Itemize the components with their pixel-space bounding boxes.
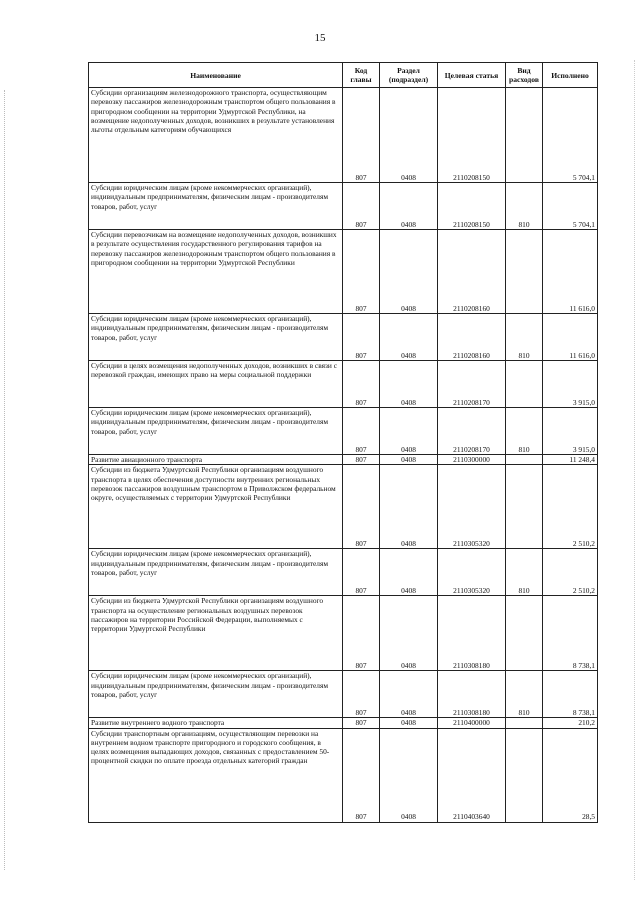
- row-statya: 2110305320: [438, 465, 506, 549]
- row-glava: 807: [343, 549, 380, 596]
- row-vid: 810: [506, 549, 543, 596]
- header-glava: Код главы: [343, 63, 380, 88]
- row-name: Субсидии юридическим лицам (кроме некоммерческих организаций), индивидуальным предпринимателям, физическим лицам - производителям товаров, работ, услуг: [89, 314, 343, 361]
- row-razdel: 0408: [380, 465, 438, 549]
- row-statya: 2110403640: [438, 728, 506, 822]
- row-glava: 807: [343, 361, 380, 408]
- header-vid: Вид расходов: [506, 63, 543, 88]
- row-razdel: 0408: [380, 88, 438, 183]
- row-name: Субсидии в целях возмещения недополученных доходов, возникших в связи с перевозкой граждан, имеющих право на меры социальной поддержки: [89, 361, 343, 408]
- table-row: [89, 718, 598, 728]
- row-statya: 2110308180: [438, 671, 506, 718]
- row-razdel: 0408: [380, 361, 438, 408]
- row-statya: 2110308180: [438, 596, 506, 671]
- table-row: [89, 183, 598, 230]
- budget-table: [88, 62, 598, 823]
- row-vid: [506, 728, 543, 822]
- header-name: Наименование: [89, 63, 343, 88]
- row-name: Развитие авиационного транспорта: [89, 455, 343, 465]
- row-vid: 810: [506, 314, 543, 361]
- row-vid: 810: [506, 408, 543, 455]
- row-vid: [506, 88, 543, 183]
- table-row: [89, 455, 598, 465]
- right-margin-dots: [634, 60, 637, 880]
- row-glava: 807: [343, 596, 380, 671]
- row-name: Субсидии юридическим лицам (кроме некоммерческих организаций), индивидуальным предпринимателям, физическим лицам - производителям товаров, работ, услуг: [89, 671, 343, 718]
- row-statya: 2110400000: [438, 718, 506, 728]
- row-vid: [506, 455, 543, 465]
- table-row: [89, 361, 598, 408]
- row-amount: 3 915,0: [543, 361, 598, 408]
- row-glava: 807: [343, 183, 380, 230]
- row-glava: 807: [343, 455, 380, 465]
- left-margin-dots: [4, 90, 7, 870]
- row-razdel: 0408: [380, 183, 438, 230]
- table-header-row: [89, 63, 598, 88]
- table-row: [89, 88, 598, 183]
- row-razdel: 0408: [380, 728, 438, 822]
- header-razdel: Раздел (подраздел): [380, 63, 438, 88]
- row-name: Субсидии из бюджета Удмуртской Республики организациям воздушного транспорта на осуществление региональных воздушных перевозок пассажиров на территории Российской Федерации, выполняемых с территории Удмуртской Республики: [89, 596, 343, 671]
- row-glava: 807: [343, 88, 380, 183]
- row-statya: 2110208160: [438, 314, 506, 361]
- row-name: Субсидии организациям железнодорожного транспорта, осуществляющим перевозку пассажиров железнодорожным транспортом общего пользования в пригородном сообщении на территории Удмуртской Республики, на возмещение недополученных доходов, возникших в результате установления льготы отдельным категориям обучающихся: [89, 88, 343, 183]
- row-razdel: 0408: [380, 596, 438, 671]
- row-statya: 2110305320: [438, 549, 506, 596]
- row-name: Субсидии перевозчикам на возмещение недополученных доходов, возникших в результате осуществления государственного регулирования тарифов на перевозку пассажиров железнодорожным транспортом общего пользования в пригородном сообщении на территории Удмуртской Республики: [89, 230, 343, 314]
- row-amount: 8 738,1: [543, 596, 598, 671]
- table-row: [89, 230, 598, 314]
- row-statya: 2110208160: [438, 230, 506, 314]
- table-row: [89, 549, 598, 596]
- row-glava: 807: [343, 728, 380, 822]
- row-razdel: 0408: [380, 718, 438, 728]
- row-amount: 5 704,1: [543, 88, 598, 183]
- row-glava: 807: [343, 465, 380, 549]
- header-ispolneno: Исполнено: [543, 63, 598, 88]
- row-amount: 11 248,4: [543, 455, 598, 465]
- table-row: [89, 728, 598, 822]
- row-amount: 2 510,2: [543, 465, 598, 549]
- row-name: Субсидии юридическим лицам (кроме некоммерческих организаций), индивидуальным предпринимателям, физическим лицам - производителям товаров, работ, услуг: [89, 408, 343, 455]
- row-razdel: 0408: [380, 230, 438, 314]
- row-glava: 807: [343, 230, 380, 314]
- header-statya: Целевая статья: [438, 63, 506, 88]
- row-name: Субсидии транспортным организациям, осуществляющим перевозки на внутреннем водном транспорте пригородного и городского сообщения, в целях возмещения выпадающих доходов, связанных с предоставлением 50-процентной скидки по оплате проезда отдельных категорий граждан: [89, 728, 343, 822]
- page-number: 15: [314, 32, 326, 44]
- row-vid: [506, 596, 543, 671]
- row-razdel: 0408: [380, 455, 438, 465]
- row-glava: 807: [343, 671, 380, 718]
- row-amount: 5 704,1: [543, 183, 598, 230]
- row-statya: 2110208150: [438, 183, 506, 230]
- table-row: [89, 408, 598, 455]
- row-name: Субсидии из бюджета Удмуртской Республики организациям воздушного транспорта в целях обеспечения доступности внутренних региональных перевозок пассажиров воздушным транспортом в Приволжском федеральном округе, осуществляемых с территории Удмуртской Республики: [89, 465, 343, 549]
- row-vid: [506, 718, 543, 728]
- row-razdel: 0408: [380, 671, 438, 718]
- row-vid: [506, 361, 543, 408]
- row-amount: 28,5: [543, 728, 598, 822]
- row-glava: 807: [343, 314, 380, 361]
- row-statya: 2110208150: [438, 88, 506, 183]
- row-glava: 807: [343, 408, 380, 455]
- row-vid: [506, 465, 543, 549]
- row-amount: 11 616,0: [543, 230, 598, 314]
- table-body: [89, 88, 598, 823]
- table-row: [89, 596, 598, 671]
- row-razdel: 0408: [380, 314, 438, 361]
- row-vid: [506, 230, 543, 314]
- table-row: [89, 314, 598, 361]
- table-row: [89, 671, 598, 718]
- row-statya: 2110208170: [438, 361, 506, 408]
- row-glava: 807: [343, 718, 380, 728]
- row-amount: 2 510,2: [543, 549, 598, 596]
- row-razdel: 0408: [380, 408, 438, 455]
- row-statya: 2110208170: [438, 408, 506, 455]
- row-name: Субсидии юридическим лицам (кроме некоммерческих организаций), индивидуальным предпринимателям, физическим лицам - производителям товаров, работ, услуг: [89, 549, 343, 596]
- row-amount: 11 616,0: [543, 314, 598, 361]
- row-statya: 2110300000: [438, 455, 506, 465]
- row-amount: 8 738,1: [543, 671, 598, 718]
- table-row: [89, 465, 598, 549]
- row-razdel: 0408: [380, 549, 438, 596]
- row-vid: 810: [506, 671, 543, 718]
- row-amount: 210,2: [543, 718, 598, 728]
- row-amount: 3 915,0: [543, 408, 598, 455]
- row-vid: 810: [506, 183, 543, 230]
- row-name: Субсидии юридическим лицам (кроме некоммерческих организаций), индивидуальным предпринимателям, физическим лицам - производителям товаров, работ, услуг: [89, 183, 343, 230]
- row-name: Развитие внутреннего водного транспорта: [89, 718, 343, 728]
